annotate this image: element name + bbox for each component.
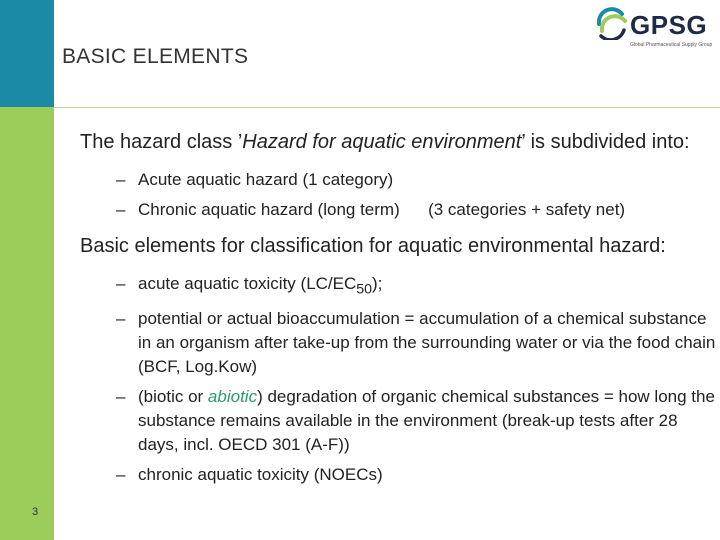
page-number: 3	[32, 506, 39, 518]
gpsg-globe-icon	[596, 6, 628, 40]
list-item	[80, 198, 716, 222]
b1-text-b: );	[372, 274, 383, 293]
b1-text-a: acute aquatic toxicity (LC/EC	[138, 274, 357, 293]
dash-bullet: –	[116, 170, 126, 189]
p1-text-a: The hazard class ’	[80, 131, 243, 153]
dash-bullet: –	[116, 274, 126, 293]
paragraph-basic-elements: Basic elements for classification for aquatic environmental hazard:	[80, 235, 666, 257]
list-item	[80, 385, 716, 457]
list-item	[80, 272, 716, 301]
b3-highlight: abiotic	[207, 387, 258, 407]
list-item-text: Acute aquatic hazard (1 category)	[138, 170, 394, 189]
b4-text: chronic aquatic toxicity (NOECs)	[138, 465, 383, 485]
header-divider	[54, 107, 720, 108]
dash-bullet: –	[116, 309, 126, 329]
list-item	[80, 168, 716, 192]
gpsg-logo	[596, 4, 714, 56]
b2-text: potential or actual bioaccumulation = accumulation of a chemical substance in an organism after take-up from the surrounding water or via the food chain (BCF, Log.Kow)	[138, 309, 716, 377]
list-item-text: Chronic aquatic hazard (long term) (3 categories + safety net)	[138, 200, 626, 219]
dash-bullet: –	[116, 200, 126, 219]
b3-text-a: (biotic or	[138, 387, 208, 407]
logo-tagline: Global Pharmaceutical Supply Group	[630, 42, 713, 48]
b1-subscript: 50	[356, 281, 373, 298]
list-item	[80, 307, 716, 379]
dash-bullet: –	[116, 387, 126, 407]
slide-title: BASIC ELEMENTS	[62, 45, 249, 68]
b3-text-b: ) degradation of organic chemical substances = how long the substance remains available in the environment (break-up tests after 28 days, incl. OECD 301 (A-F))	[138, 387, 715, 455]
p1-text-b: ’ is subdivided into:	[521, 131, 690, 153]
dash-bullet: –	[116, 465, 126, 485]
slide-content	[80, 130, 716, 487]
p1-emphasis: Hazard for aquatic environment	[242, 131, 522, 153]
list-item	[80, 463, 716, 487]
logo-name: GPSG	[630, 10, 708, 40]
side-accent-bar	[0, 107, 54, 540]
paragraph-hazard-class	[80, 130, 716, 154]
header-accent-bar	[0, 0, 54, 107]
